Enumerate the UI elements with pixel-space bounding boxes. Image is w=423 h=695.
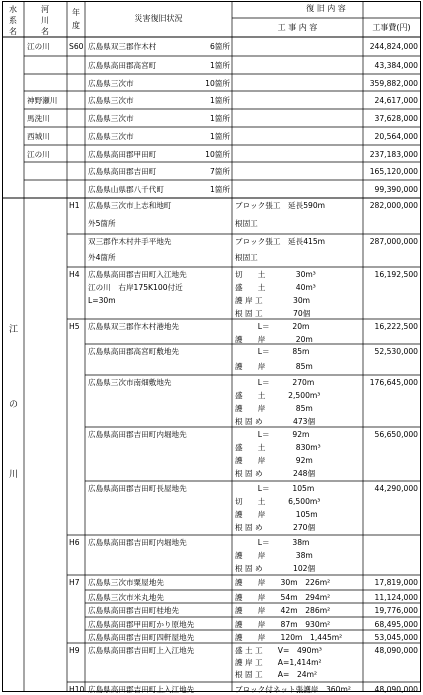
cost-cell: 56,650,000 xyxy=(374,430,418,439)
cost-cell: 244,824,000 xyxy=(369,42,418,51)
place-line: 広島県高田郡吉田町上入江地先 xyxy=(88,646,195,655)
cost-cell: 43,384,000 xyxy=(374,61,418,70)
works-line: 護 岸 120m 1,445m² xyxy=(235,633,343,642)
cost-cell: 165,120,000 xyxy=(369,167,418,176)
works-line: L＝ 270m xyxy=(235,378,315,387)
works-line: L＝ 20m xyxy=(235,322,310,331)
place-line: 江の川 右岸175K100付近 xyxy=(88,283,183,292)
cost-cell: 20,564,000 xyxy=(374,132,418,141)
header-restore-content: 復 旧 内 容 xyxy=(306,4,346,13)
cost-cell: 48,090,000 xyxy=(374,646,418,655)
cost-cell: 11,124,000 xyxy=(374,593,418,602)
cost-cell: 48,090,000 xyxy=(374,685,418,694)
place-cell: 広島県高田郡吉田町 xyxy=(88,167,157,176)
place-line: 広島県高田郡吉田町長屋地先 xyxy=(88,484,187,493)
system-name-char: 江 xyxy=(9,325,19,335)
works-line: 護 岸 87m 930m² xyxy=(235,620,331,629)
works-line: 護 岸 105m xyxy=(235,510,318,519)
place-line: 広島県高田郡吉田町内堀地先 xyxy=(88,538,187,547)
system-name-char: の xyxy=(9,400,19,410)
works-line: 盛 土 2,500m³ xyxy=(235,391,321,400)
count-cell: 10箇所 xyxy=(205,150,230,159)
year-cell: H5 xyxy=(69,322,80,331)
river-name: 神野瀬川 xyxy=(27,96,58,105)
cost-cell: 237,183,000 xyxy=(369,150,418,159)
works-line: 護 岸 85m xyxy=(235,404,313,413)
works-line: L＝ 105m xyxy=(235,484,315,493)
place-cell: 広島県高田郡甲田町 xyxy=(88,150,157,159)
place-line: L=30m xyxy=(88,296,116,305)
works-line: 護 岸 工 A=1,414m² xyxy=(235,658,322,667)
place-line: 広島県三次市上志和地町 xyxy=(88,201,172,210)
works-line: L＝ 38m xyxy=(235,538,310,547)
works-line: L＝ 92m xyxy=(235,430,310,439)
works-line: 護 岸 工 30m xyxy=(235,296,311,305)
cost-cell: 16,192,500 xyxy=(374,270,418,279)
works-line: 護 岸 30m 226m² xyxy=(235,578,331,587)
header-system-name: 水系名 xyxy=(9,5,17,36)
count-cell: 10箇所 xyxy=(205,79,230,88)
cost-cell: 176,645,000 xyxy=(369,378,418,387)
works-line: 切 土 6,500m³ xyxy=(235,497,321,506)
river-name: 江の川 xyxy=(27,42,50,51)
works-line: 護 岸 54m 294m² xyxy=(235,593,331,602)
place-line: 広島県高田郡吉田町入江地先 xyxy=(88,270,187,279)
place-cell: 広島県三次市 xyxy=(88,96,134,105)
works-line: 盛 土 830m³ xyxy=(235,443,321,452)
header-year: 年度 xyxy=(72,8,80,30)
works-line: 盛 土 工 V= 490m³ xyxy=(235,646,322,655)
cost-cell: 287,000,000 xyxy=(369,237,418,246)
count-cell: 7箇所 xyxy=(209,167,230,176)
works-line: 根 固 め 270個 xyxy=(235,523,316,532)
place-line: 広島県高田郡甲田町かり原地先 xyxy=(88,620,195,629)
header-cost: 工事費(円) xyxy=(372,23,411,32)
place-line: 外5箇所 xyxy=(88,219,116,228)
place-cell: 広島県山県郡八千代町 xyxy=(88,185,164,194)
cost-cell: 359,882,000 xyxy=(369,79,418,88)
works-line: 根 固 工 A= 24m² xyxy=(235,670,318,679)
system-name-char: 川 xyxy=(9,470,19,480)
works-line: 根固工 xyxy=(235,253,258,262)
cost-cell: 17,819,000 xyxy=(374,578,418,587)
year-cell: H1 xyxy=(69,201,80,210)
place-line: 広島県双三郡作木村港地先 xyxy=(88,322,180,331)
works-line: 切 土 30m³ xyxy=(235,270,316,279)
river-name: 西城川 xyxy=(27,132,50,141)
place-line: 双三郡作木村井手平地先 xyxy=(88,237,172,246)
place-line: 広島県三次市南畑敷地先 xyxy=(88,378,172,387)
place-line: 広島県高田郡吉田町桂地先 xyxy=(88,606,180,615)
cost-cell: 68,495,000 xyxy=(374,620,418,629)
place-line: 広島県高田郡吉田町内堀地先 xyxy=(88,430,187,439)
year-cell: H10 xyxy=(69,685,85,694)
year-cell: H4 xyxy=(69,270,80,279)
works-line: 護 岸 20m xyxy=(235,335,313,344)
year-cell: H6 xyxy=(69,538,80,547)
place-cell: 広島県双三郡作木村 xyxy=(88,42,157,51)
works-line: 護 岸 38m xyxy=(235,551,313,560)
count-cell: 6箇所 xyxy=(209,42,230,51)
place-cell: 広島県三次市 xyxy=(88,132,134,141)
header-works: 工 事 内 容 xyxy=(277,23,318,32)
place-cell: 広島県三次市 xyxy=(88,114,134,123)
year-cell: H7 xyxy=(69,578,80,587)
works-line: L＝ 85m xyxy=(235,347,310,356)
count-cell: 1箇所 xyxy=(209,132,230,141)
works-line: ブロック付ネット張護岸 360m² xyxy=(235,685,351,694)
cost-cell: 52,530,000 xyxy=(374,347,418,356)
place-line: 広島県高田郡高宮町敷地先 xyxy=(88,347,180,356)
cost-cell: 44,290,000 xyxy=(374,484,418,493)
cost-cell: 19,776,000 xyxy=(374,606,418,615)
works-line: 護 岸 85m xyxy=(235,362,313,371)
year-cell: S60 xyxy=(69,42,84,51)
works-line: 根 固 め 102個 xyxy=(235,564,316,573)
count-cell: 1箇所 xyxy=(209,96,230,105)
place-line: 広島県三次市米丸地先 xyxy=(88,593,164,602)
works-line: 根 固 め 248個 xyxy=(235,469,316,478)
count-cell: 1箇所 xyxy=(209,114,230,123)
works-line: 根 固 工 70個 xyxy=(235,309,311,318)
works-line: 根固工 xyxy=(235,219,258,228)
cost-cell: 282,000,000 xyxy=(369,201,418,210)
place-line: 広島県高田郡吉田町上入江地先 xyxy=(88,685,195,694)
river-name: 馬洗川 xyxy=(27,114,50,123)
cost-cell: 37,628,000 xyxy=(374,114,418,123)
place-line: 外4箇所 xyxy=(88,253,116,262)
works-line: 護 岸 42m 286m² xyxy=(235,606,331,615)
year-cell: H9 xyxy=(69,646,80,655)
header-damage-status: 災害復旧状況 xyxy=(134,14,183,23)
cost-cell: 24,617,000 xyxy=(374,96,418,105)
cost-cell: 16,222,500 xyxy=(374,322,418,331)
cost-cell: 99,390,000 xyxy=(374,185,418,194)
works-line: 盛 土 40m³ xyxy=(235,283,316,292)
place-line: 広島県三次市粟屋地先 xyxy=(88,578,164,587)
count-cell: 1箇所 xyxy=(209,61,230,70)
place-cell: 広島県高田郡高宮町 xyxy=(88,61,157,70)
works-line: 根 固 め 473個 xyxy=(235,417,316,426)
header-river-name: 河川名 xyxy=(41,5,49,36)
place-line: 広島県高田郡吉田町四軒屋地先 xyxy=(88,633,195,642)
count-cell: 1箇所 xyxy=(209,185,230,194)
works-line: ブロック張工 延長415m xyxy=(235,237,326,246)
works-line: ブロック張工 延長590m xyxy=(235,201,326,210)
place-cell: 広島県三次市 xyxy=(88,79,134,88)
works-line: 護 岸 92m xyxy=(235,456,313,465)
cost-cell: 53,045,000 xyxy=(374,633,418,642)
river-name: 江の川 xyxy=(27,150,50,159)
